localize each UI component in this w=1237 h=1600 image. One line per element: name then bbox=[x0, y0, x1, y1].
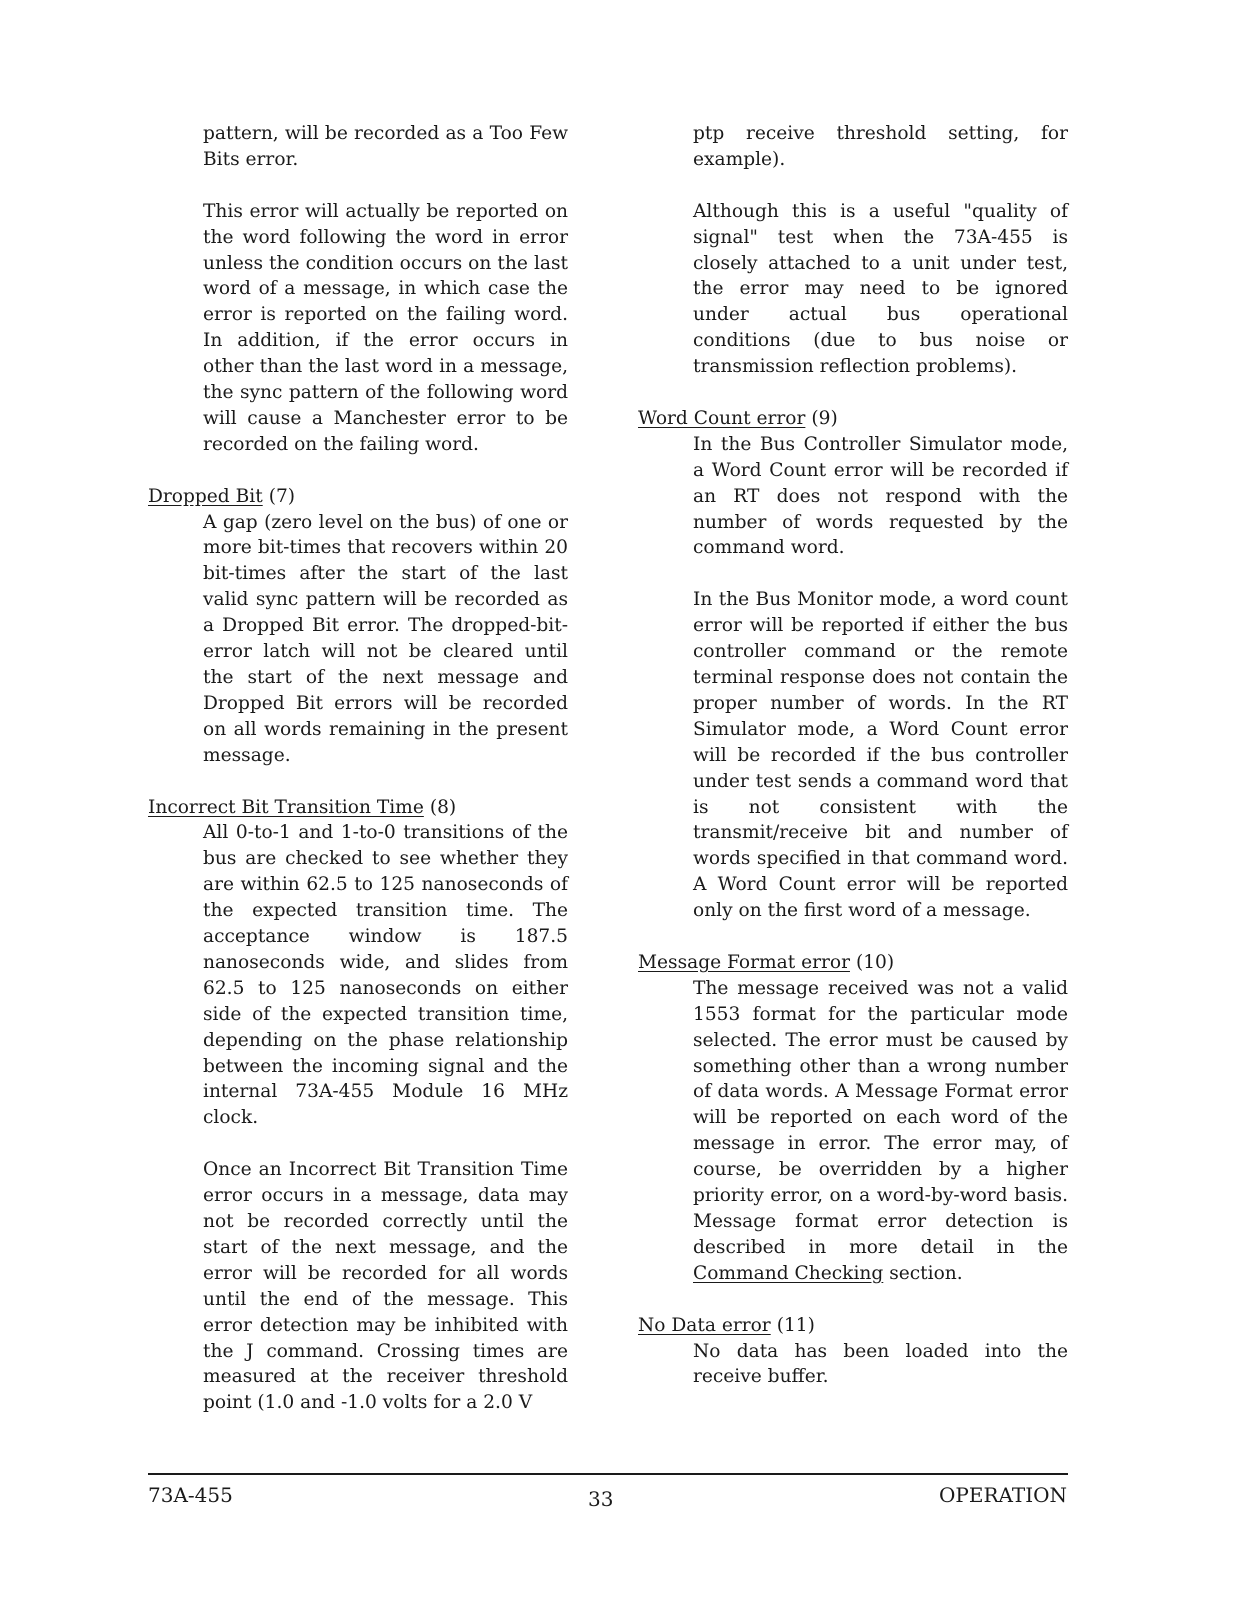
paragraph-error-reporting: This error will actually be reported on the word following the word in error unless the condition occurs on the last word of a message, in which case the error is reported on the failing word. In addition, if the error occurs in other than the last word in a message, the sync pattern of the following word will cause a Manchester error to be recorded on the failing word. bbox=[203, 200, 568, 455]
error-code-7: (7) bbox=[268, 485, 296, 507]
heading-word-count-error: Word Count error bbox=[638, 407, 806, 429]
error-code-9: (9) bbox=[811, 407, 838, 429]
paragraph-word-count-bc: In the Bus Controller Simulator mode, a Word Count error will be recorded if an RT does not respond with the number of words requested by the command word. bbox=[693, 433, 1068, 559]
heading-incorrect-bit-transition: Incorrect Bit Transition Time bbox=[148, 796, 424, 818]
paragraph-message-format bbox=[693, 976, 1068, 1287]
paragraph-word-count-monitor: In the Bus Monitor mode, a word count error will be reported if either the bus controller command or the remote terminal response does not contain the proper number of words. In the RT Simulator mode, a Word Count error will be recorded if the bus controller under test sends a command word that is not consistent with the transmit/receive bit and number of words specified in that command word. A Word Count error will be reported only on the first word of a message. bbox=[693, 589, 1068, 922]
section-heading-incorrect-bit bbox=[148, 795, 568, 821]
error-code-10: (10) bbox=[855, 951, 895, 973]
heading-no-data-error: No Data error bbox=[638, 1314, 771, 1336]
section-heading-message-format bbox=[638, 950, 1068, 976]
footer-model-number: 73A-455 bbox=[148, 1483, 233, 1507]
paragraph-transition-error-effects: Once an Incorrect Bit Transition Time error occurs in a message, data may not be recorded correctly until the start of the next message, and the error will be recorded for all words until the end of the message. This error detection may be inhibited with the J command. Crossing times are measured at the receiver threshold point (1.0 and -1.0 volts for a 2.0 V bbox=[203, 1159, 568, 1414]
section-heading-no-data bbox=[638, 1313, 1068, 1339]
paragraph-no-data: No data has been loaded into the receive buffer. bbox=[693, 1340, 1068, 1388]
right-column bbox=[638, 121, 1068, 1390]
footer-divider bbox=[148, 1473, 1068, 1475]
page-number: 33 bbox=[588, 1487, 614, 1511]
left-column bbox=[148, 121, 568, 1416]
error-code-11: (11) bbox=[776, 1314, 815, 1336]
paragraph-quality-of-signal: Although this is a useful "quality of signal" test when the 73A-455 is closely attached to a unit under test, the error may need to be ignored under actual bus operational conditions (due to bus noise or transmission reflection problems). bbox=[693, 200, 1068, 378]
paragraph-transition-checks: All 0-to-1 and 1-to-0 transitions of the bus are checked to see whether they are within 62.5 to 125 nanoseconds of the expected transition time. The acceptance window is 187.5 nanoseconds wide, and slides from 62.5 to 125 nanoseconds on either side of the expected transition time, depending on the phase relationship between the incoming signal and the internal 73A-455 Module 16 MHz clock. bbox=[203, 822, 568, 1129]
command-checking-reference: Command Checking bbox=[693, 1262, 884, 1284]
message-format-text-end: section. bbox=[883, 1262, 963, 1284]
paragraph-too-few-bits: pattern, will be recorded as a Too Few Bits error. bbox=[203, 123, 568, 170]
paragraph-threshold-continued: ptp receive threshold setting, for example). bbox=[693, 123, 1068, 170]
message-format-text: The message received was not a valid 1553 format for the particular mode selected. The error must be caused by something other than a wrong number of data words. A Message Format error will be reported on each word of the message in error. The error may, of course, be overridden by a higher priority error, on a word-by-word basis. Message format error detection is described in more detail in the bbox=[693, 977, 1068, 1258]
heading-dropped-bit: Dropped Bit bbox=[148, 485, 263, 507]
error-code-8: (8) bbox=[429, 796, 457, 818]
section-heading-dropped-bit bbox=[148, 484, 568, 510]
footer-section-name: OPERATION bbox=[939, 1483, 1067, 1507]
heading-message-format-error: Message Format error bbox=[638, 951, 850, 973]
section-heading-word-count bbox=[638, 406, 1068, 432]
paragraph-dropped-bit: A gap (zero level on the bus) of one or more bit-times that recovers within 20 bit-times after the start of the last valid sync pattern will be recorded as a Dropped Bit error. The dropped-bit-error latch will not be cleared until the start of the next message and Dropped Bit errors will be recorded on all words remaining in the present message. bbox=[203, 511, 568, 766]
